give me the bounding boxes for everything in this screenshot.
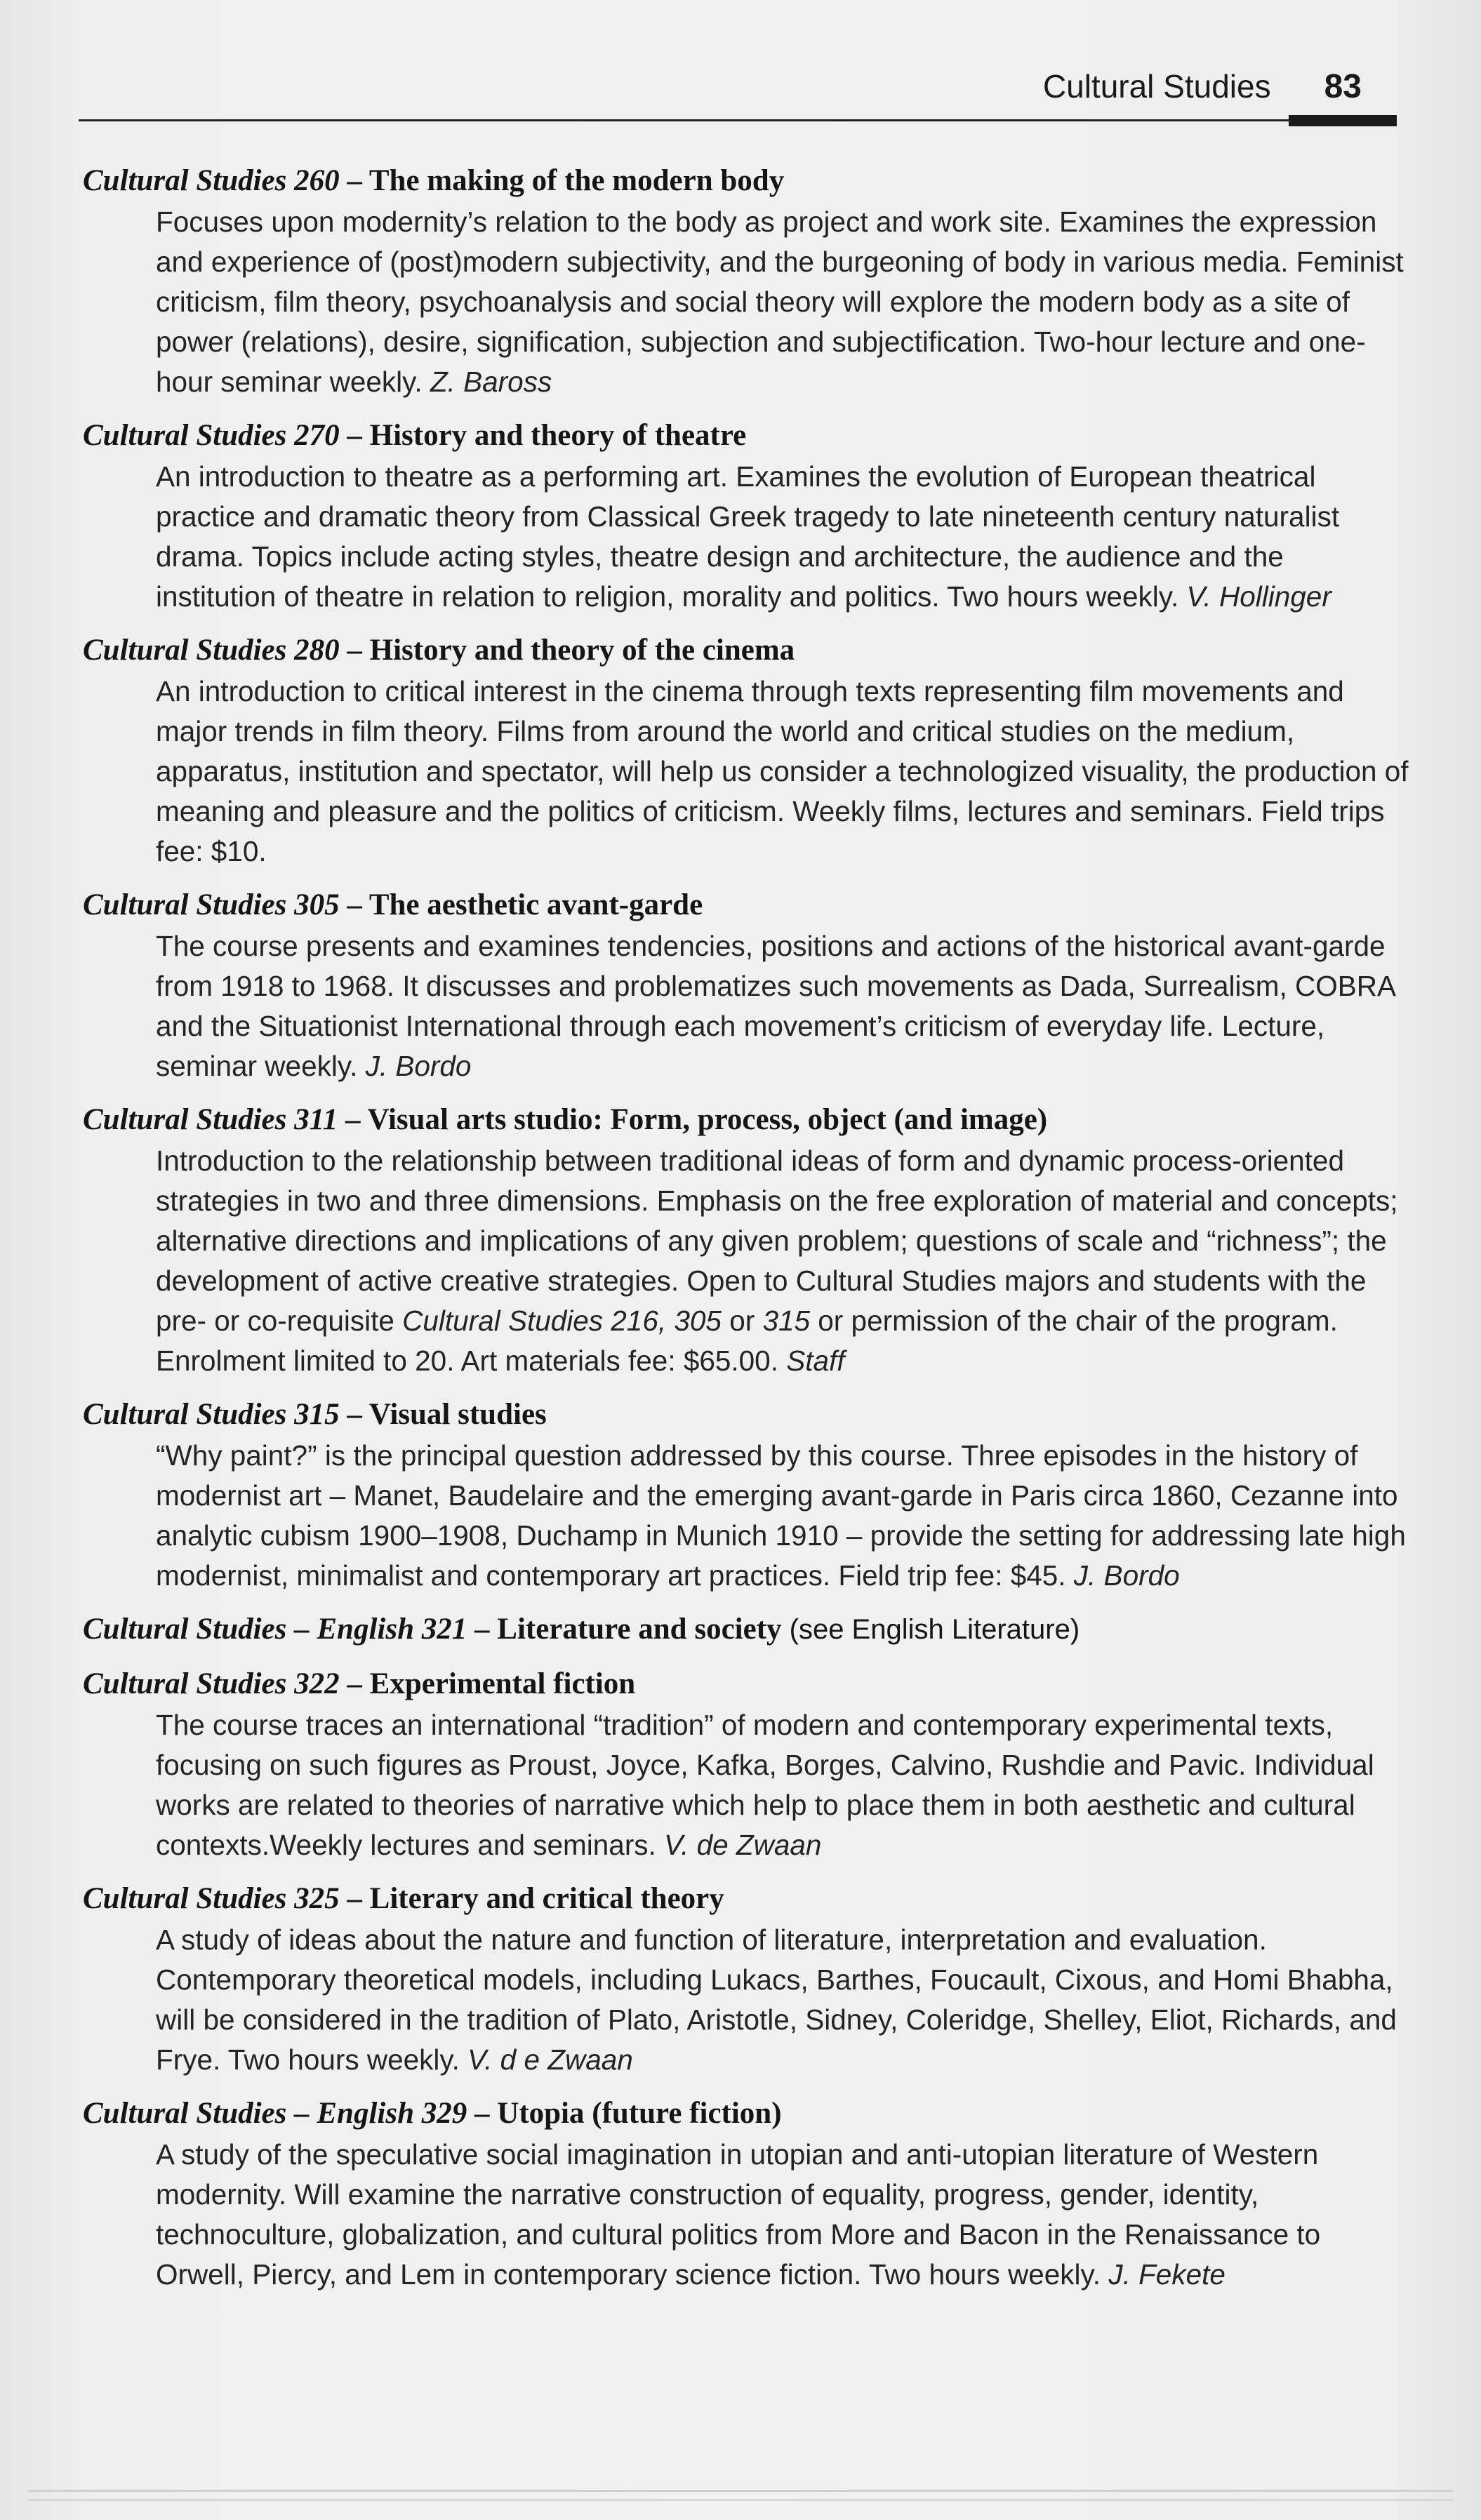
course-description: Introduction to the relationship between traditional ideas of form and dynamic process-oriented strategies in two and three dimensions. Emphasis on the free exploration of material and concepts; alternative directions and implications of any given problem; questions of scale and “richness”; the development of active creative strategies. Open to Cultural Studies majors and students with the pre- or co-requisite	[156, 1145, 1398, 1337]
course-number: Cultural Studies 322	[83, 1667, 340, 1700]
running-header	[912, 62, 1362, 111]
course-number: Cultural Studies 315	[83, 1398, 340, 1431]
course-instructor: J. Bordo	[1073, 1559, 1180, 1592]
course-entry-329	[83, 2093, 1409, 2295]
course-entry-311	[83, 1099, 1409, 1381]
course-title: Visual studies	[368, 1398, 547, 1431]
course-heading	[83, 1394, 1409, 1436]
course-title: Experimental fiction	[369, 1667, 636, 1700]
course-description: The course traces an international “tradition” of modern and contemporary experimental texts, focusing on such figures as Proust, Joyce, Kafka, Borges, Calvino, Rushdie and Pavic. Individual works are related to theories of narrative which help to place them in both aesthetic and cultural contexts.Weekly lectures and seminars.	[156, 1709, 1374, 1861]
course-entry-321	[83, 1608, 1409, 1651]
course-heading	[83, 1099, 1409, 1141]
course-heading	[83, 1878, 1409, 1920]
course-entry-280	[83, 629, 1409, 872]
header-rule	[79, 119, 1397, 121]
prerequisite-course-ref: Cultural Studies 216, 305	[402, 1305, 722, 1337]
course-title: The aesthetic avant-garde	[368, 888, 703, 921]
heading-dash: –	[467, 1613, 498, 1646]
course-number: Cultural Studies 325	[83, 1882, 340, 1915]
course-instructor: J. Bordo	[365, 1050, 472, 1082]
heading-dash: –	[339, 1398, 369, 1431]
course-description-block	[156, 926, 1409, 1086]
course-entry-315	[83, 1394, 1409, 1596]
course-description-block	[156, 202, 1409, 402]
course-instructor: Z. Baross	[430, 366, 552, 398]
course-entry-322	[83, 1663, 1409, 1865]
course-description-block	[156, 1141, 1409, 1381]
course-title: Utopia (future fiction)	[497, 2097, 782, 2130]
course-instructor: J. Fekete	[1108, 2258, 1226, 2291]
course-heading	[83, 629, 1409, 672]
course-instructor: V. de Zwaan	[664, 1829, 822, 1861]
course-description: The course presents and examines tendencies, positions and actions of the historical avant-garde from 1918 to 1968. It discusses and problematizes such movements as Dada, Surrealism, COBRA and the Situationist International through each movement’s criticism of everyday life. Lecture, seminar weekly.	[156, 930, 1395, 1082]
course-number: Cultural Studies 270	[83, 419, 340, 452]
course-description-block	[156, 672, 1409, 872]
heading-dash: –	[338, 1103, 368, 1136]
heading-dash: –	[339, 888, 369, 921]
page-bottom-edge	[28, 2490, 1453, 2501]
course-description-block	[156, 1436, 1409, 1596]
course-instructor: V. Hollinger	[1186, 580, 1331, 613]
course-entry-305	[83, 884, 1409, 1086]
course-description-block	[156, 2135, 1409, 2295]
course-description-block	[156, 1705, 1409, 1865]
cross-reference-note: (see English Literature)	[781, 1614, 1080, 1645]
course-number: Cultural Studies 311	[83, 1103, 338, 1136]
course-number: Cultural Studies 305	[83, 888, 340, 921]
page-number: 83	[1324, 67, 1362, 105]
course-number: Cultural Studies 280	[83, 634, 340, 667]
heading-dash: –	[339, 634, 370, 667]
course-description-block	[156, 1920, 1409, 2080]
course-title: Literary and critical theory	[369, 1882, 724, 1915]
course-heading	[83, 1608, 1409, 1651]
heading-dash: –	[339, 1667, 370, 1700]
course-heading	[83, 2093, 1409, 2135]
course-heading	[83, 160, 1409, 202]
course-description: An introduction to theatre as a performing art. Examines the evolution of European theatrical practice and dramatic theory from Classical Greek tragedy to late nineteenth century naturalist drama. Topics include acting styles, theatre design and architecture, the audience and the institution of theatre in relation to religion, morality and politics. Two hours weekly.	[156, 460, 1340, 613]
course-instructor: V. d e Zwaan	[467, 2044, 633, 2076]
course-heading	[83, 884, 1409, 926]
heading-dash: –	[339, 164, 369, 197]
course-entry-325	[83, 1878, 1409, 2080]
prerequisite-connector: or	[721, 1305, 763, 1337]
course-number: Cultural Studies 260	[83, 164, 340, 197]
course-number: Cultural Studies – English 329	[83, 2097, 467, 2130]
header-rule-accent	[1289, 115, 1397, 126]
section-title: Cultural Studies	[1042, 68, 1271, 105]
course-title: Literature and society	[497, 1613, 782, 1646]
course-instructor: Staff	[786, 1345, 845, 1377]
course-heading	[83, 1663, 1409, 1705]
course-entry-260	[83, 160, 1409, 402]
course-title: History and theory of theatre	[369, 419, 747, 452]
course-description: A study of ideas about the nature and function of literature, interpretation and evaluation. Contemporary theoretical models, including Lukacs, Barthes, Foucault, Cixous, and Homi Bhabha, will be considered in the tradition of Plato, Aristotle, Sidney, Coleridge, Shelley, Eliot, Richards, and Frye. Two hours weekly.	[156, 1924, 1397, 2076]
heading-dash: –	[467, 2097, 498, 2130]
course-heading	[83, 415, 1409, 457]
heading-dash: –	[339, 1882, 370, 1915]
course-description: Focuses upon modernity’s relation to the body as project and work site. Examines the expression and experience of (post)modern subjectivity, and the burgeoning of body in various media. Feminist criticism, film theory, psychoanalysis and social theory will explore the modern body as a site of power (relations), desire, signification, subjection and subjectification. Two-hour lecture and one-hour seminar weekly.	[156, 206, 1404, 398]
heading-dash: –	[339, 419, 370, 452]
prerequisite-course-ref: 315	[762, 1305, 811, 1337]
course-description-end: or permission of the chair of the program. Enrolment limited to 20. Art materials fee: $65.00.	[156, 1305, 1338, 1377]
course-number: Cultural Studies – English 321	[83, 1613, 467, 1646]
course-entry-270	[83, 415, 1409, 617]
course-list	[83, 160, 1409, 2307]
course-description: An introduction to critical interest in the cinema through texts representing film movements and major trends in film theory. Films from around the world and critical studies on the medium, apparatus, institution and spectator, will help us consider a technologized visuality, the production of meaning and pleasure and the politics of criticism. Weekly films, lectures and seminars. Field trips fee: $10.	[156, 675, 1409, 867]
course-description: A study of the speculative social imagination in utopian and anti-utopian literature of Western modernity. Will examine the narrative construction of equality, progress, gender, identity, technoculture, globalization, and cultural politics from More and Bacon in the Renaissance to Orwell, Piercy, and Lem in contemporary science fiction. Two hours weekly.	[156, 2138, 1321, 2291]
course-description-block	[156, 457, 1409, 617]
course-title: The making of the modern body	[368, 164, 785, 197]
course-description: “Why paint?” is the principal question addressed by this course. Three episodes in the history of modernist art – Manet, Baudelaire and the emerging avant-garde in Paris circa 1860, Cezanne into analytic cubism 1900–1908, Duchamp in Munich 1910 – provide the setting for addressing late high modernist, minimalist and contemporary art practices. Field trip fee: $45.	[156, 1439, 1406, 1592]
course-title: Visual arts studio: Form, process, object (and image)	[367, 1103, 1048, 1136]
course-title: History and theory of the cinema	[369, 634, 795, 667]
